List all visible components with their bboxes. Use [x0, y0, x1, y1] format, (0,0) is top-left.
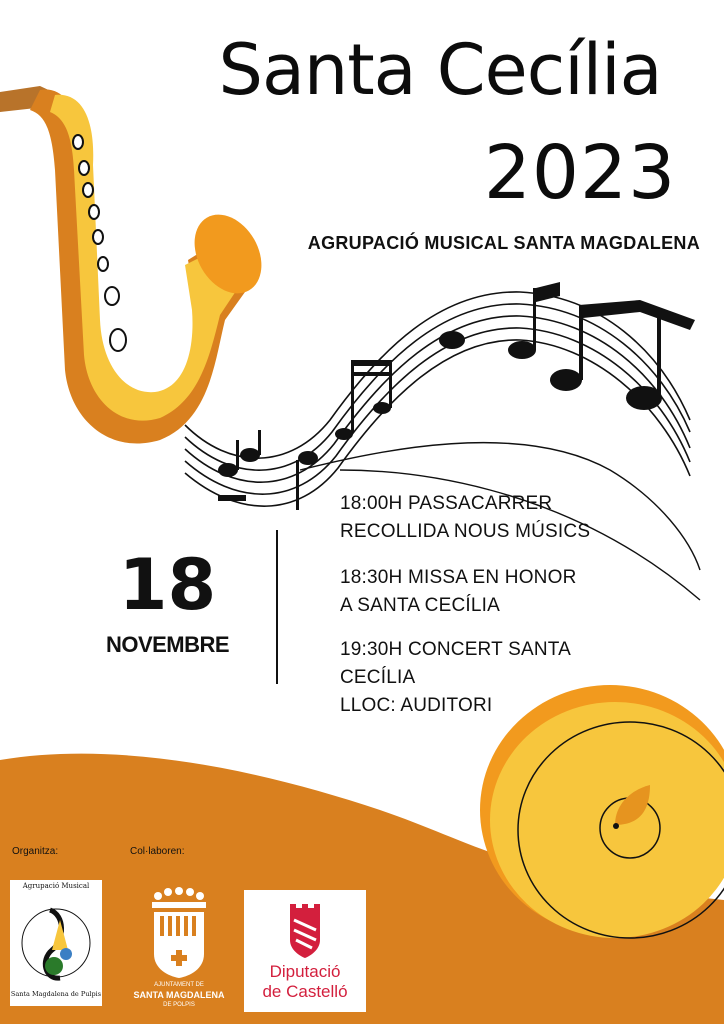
diputacio-shield-icon: [244, 890, 366, 960]
title-line-1: Santa Cecília: [218, 29, 662, 111]
event-3: [340, 636, 571, 720]
event-1: [340, 490, 590, 546]
title-line-2: 2023: [483, 130, 677, 216]
event-3-line2: CECÍLIA: [340, 667, 416, 688]
agrupacio-logo-icon: [10, 880, 102, 1006]
date-month: NOVEMBRE: [105, 632, 230, 657]
diputacio-castello-logo: [244, 890, 366, 1012]
event-2-line2: A SANTA CECÍLIA: [340, 595, 500, 616]
event-1-line2: RECOLLIDA NOUS MÚSICS: [340, 521, 591, 542]
collaboren-label: Col·laboren:: [130, 846, 185, 857]
logo3-line1: Diputació: [269, 962, 341, 981]
agrupacio-musical-logo: [10, 880, 102, 1006]
logo2-line1: AJUNTAMENT DE: [154, 982, 204, 988]
event-3-line3: LLOC: AUDITORI: [340, 695, 493, 716]
date-day: 18: [118, 544, 217, 626]
event-2-line1: 18:30H MISSA EN HONOR: [340, 567, 577, 588]
divider: [276, 530, 278, 684]
logo2-line3: DE POLPIS: [163, 1002, 195, 1008]
event-3-line1: 19:30H CONCERT SANTA: [340, 639, 572, 660]
logo2-line2: SANTA MAGDALENA: [133, 990, 225, 1000]
logo1-text-top: Agrupació Musical: [22, 882, 90, 890]
organitza-label: Organitza:: [12, 846, 59, 857]
event-2: [340, 564, 577, 620]
subtitle: AGRUPACIÓ MUSICAL SANTA MAGDALENA: [307, 233, 700, 253]
event-1-line1: 18:00H PASSACARRER: [340, 493, 553, 514]
ajuntament-logo: [124, 884, 234, 1014]
logo3-line2: de Castelló: [262, 982, 348, 1001]
logo1-text-bottom: Santa Magdalena de Pulpis: [10, 990, 102, 998]
saxophone-illustration: [0, 86, 275, 444]
ajuntament-shield-icon: [124, 884, 234, 980]
